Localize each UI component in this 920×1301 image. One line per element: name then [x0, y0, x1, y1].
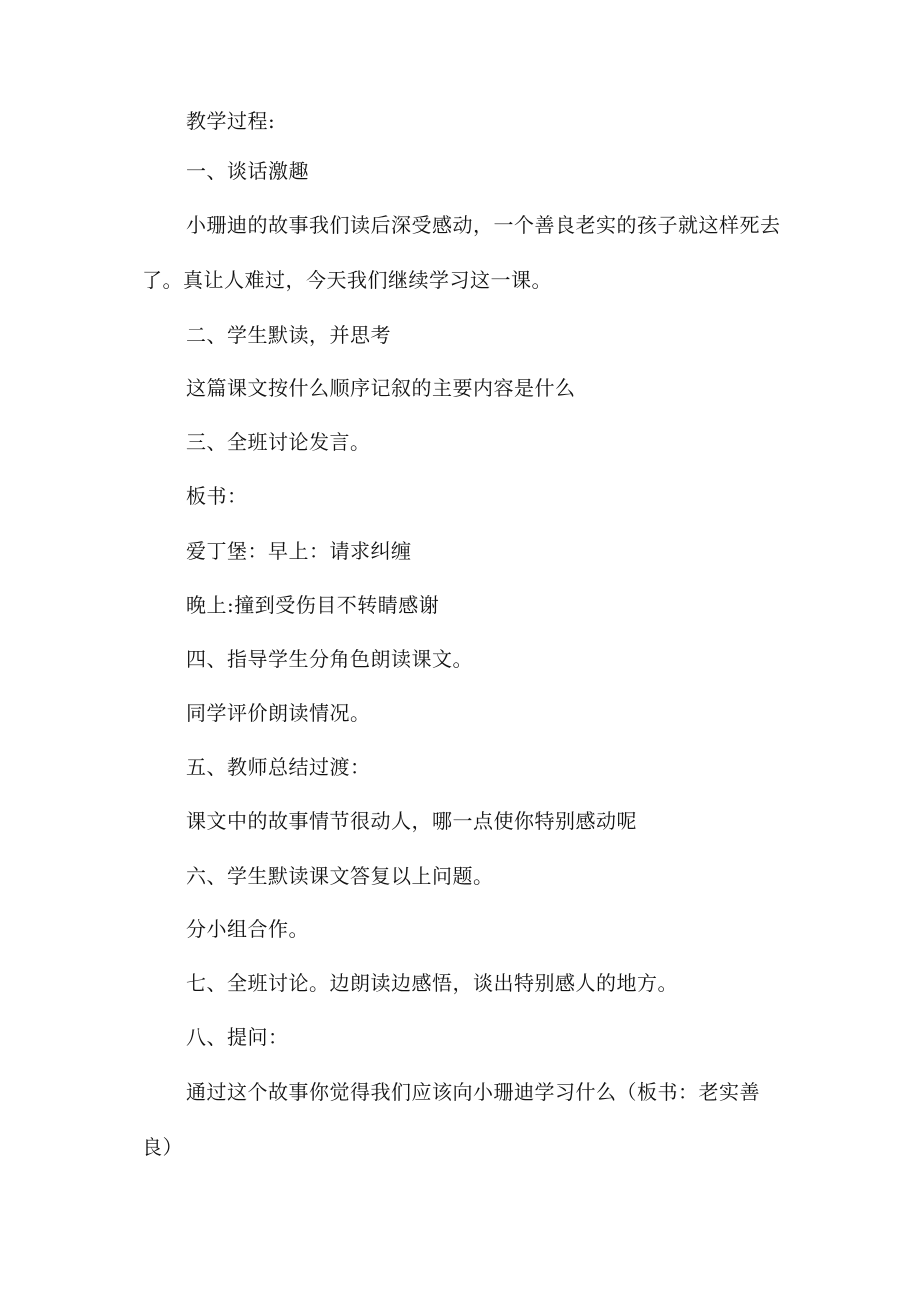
blackboard-line-1: 爱丁堡：早上：请求纠缠	[186, 539, 412, 563]
step-4-text: 同学评价朗读情况。	[186, 701, 371, 725]
step-1-text-line-1: 小珊迪的故事我们读后深受感动，一个善良老实的孩子就这样死去	[186, 213, 781, 237]
blackboard-label: 板书：	[186, 484, 248, 508]
step-2-heading: 二、学生默读，并思考	[186, 323, 391, 347]
heading-teaching-process: 教学过程:	[186, 109, 276, 133]
step-8-text-line-2: 良）	[142, 1135, 183, 1159]
blackboard-line-2: 晚上:撞到受伤目不转睛感谢	[186, 593, 440, 617]
step-6-heading: 六、学生默读课文答复以上问题。	[186, 864, 494, 888]
step-1-heading: 一、谈话激趣	[186, 159, 309, 183]
step-3-heading: 三、全班讨论发言。	[186, 430, 371, 454]
step-8-heading: 八、提问：	[186, 1025, 289, 1049]
step-2-text: 这篇课文按什么顺序记叙的主要内容是什么	[186, 376, 576, 400]
step-1-text-line-2: 了。真让人难过，今天我们继续学习这一课。	[142, 268, 552, 292]
step-5-heading: 五、教师总结过渡：	[186, 755, 371, 779]
step-4-heading: 四、指导学生分角色朗读课文。	[186, 647, 473, 671]
step-7-heading: 七、全班讨论。边朗读边感悟，谈出特别感人的地方。	[186, 971, 678, 995]
step-5-text: 课文中的故事情节很动人，哪一点使你特别感动呢	[186, 809, 637, 833]
step-6-text: 分小组合作。	[186, 917, 309, 941]
step-8-text-line-1: 通过这个故事你觉得我们应该向小珊迪学习什么（板书：老实善	[186, 1080, 760, 1104]
